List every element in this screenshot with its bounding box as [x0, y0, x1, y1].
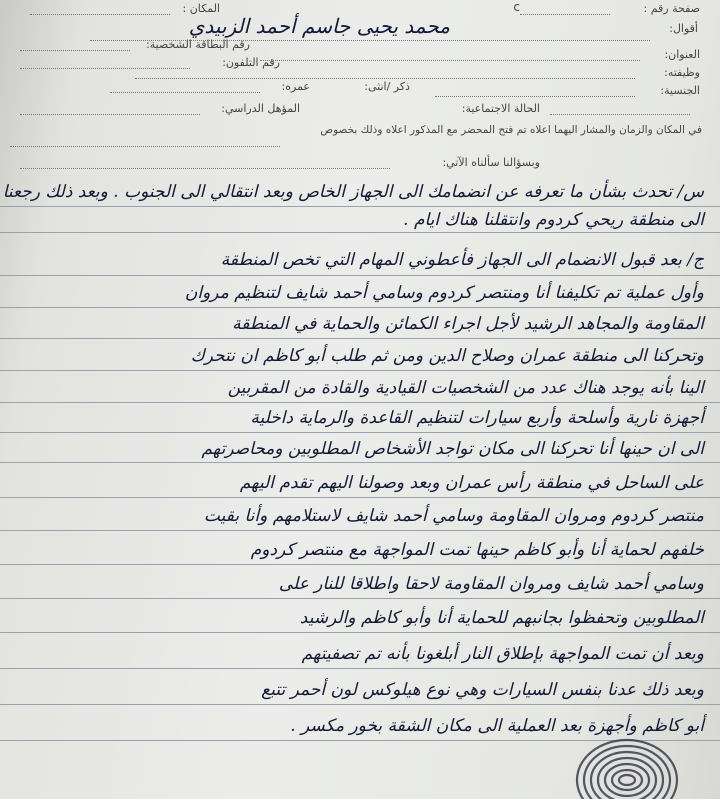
nationality-dotted-line [435, 96, 635, 97]
ruled-line [0, 632, 720, 633]
handwritten-line: خلفهم لحماية أنا وأبو كاظم حينها تمت المواجهة مع منتصر كردوم [250, 540, 704, 560]
ruled-line [0, 206, 720, 207]
nationality-label: الجنسية: [660, 84, 700, 97]
fingerprint-icon [572, 728, 682, 799]
statement-name-handwritten: محمد يحيى جاسم أحمد الزبيدي [188, 14, 450, 38]
ruled-line [0, 564, 720, 565]
education-dotted-line [20, 114, 200, 115]
intro-statement: في المكان والزمان والمشار اليهما اعلاه تم فتح المحضر مع المذكور اعلاه وذلك بخصوص [320, 124, 702, 136]
age-dotted-line [110, 92, 260, 93]
question-dotted-line [20, 168, 390, 169]
ruled-line [0, 530, 720, 531]
address-dotted-line [260, 60, 640, 61]
handwritten-line: س/ تحدث بشأن ما تعرفه عن انضمامك الى الجهاز الخاص وبعد انتقالي الى الجنوب . وبعد ذلك رجعنا [2, 182, 704, 202]
id-number-label: رقم البطاقة الشخصية: [146, 38, 250, 51]
occupation-dotted-line [135, 78, 635, 79]
ruled-line [0, 704, 720, 705]
handwritten-line: وسامي أحمد شايف ومروان المقاومة لاحقا واطلاقا للنار على [278, 574, 704, 594]
ruled-line [0, 497, 720, 498]
ruled-line [0, 598, 720, 599]
serial-label: صفحة رقم : [643, 2, 700, 15]
handwritten-line: المطلوبين وتحفظوا بجانبهم للحماية أنا وأبو كاظم والرشيد [299, 608, 704, 628]
place-label: المكان : [182, 2, 220, 15]
ruled-line [0, 370, 720, 371]
ruled-line [0, 668, 720, 669]
ruled-line [0, 432, 720, 433]
handwritten-line: على الساحل في منطقة رأس عمران وبعد وصولنا اليهم تقدم اليهم [239, 473, 704, 493]
handwritten-line: الى منطقة ريحي كردوم وانتقلنا هناك ايام . [403, 210, 704, 230]
ruled-line [0, 402, 720, 403]
place-dotted-line [30, 14, 170, 15]
handwritten-line: المقاومة والمجاهد الرشيد لأجل اجراء الكمائن والحماية في المنطقة [232, 314, 704, 334]
ruled-line [0, 338, 720, 339]
phone-label: رقم التلفون: [222, 56, 280, 69]
age-label: عمره: [281, 80, 310, 93]
id-dotted-line [20, 50, 130, 51]
serial-dotted-line [520, 14, 610, 15]
handwritten-line: وبعد أن تمت المواجهة بإطلاق النار أبلغونا بأنه تم تصفيتهم [301, 644, 704, 664]
handwritten-line: وبعد ذلك عدنا بنفس السيارات وهي نوع هيلوكس لون أحمر تتبع [261, 680, 704, 700]
social-status-label: الحالة الاجتماعية: [461, 102, 540, 115]
intro-dotted-line [10, 146, 280, 147]
handwritten-line: أجهزة نارية وأسلحة وأربع سيارات لتنظيم القاعدة والرماية داخلية [250, 408, 704, 428]
occupation-label: وظيفته: [664, 66, 700, 79]
ruled-line [0, 232, 720, 233]
ruled-line [0, 462, 720, 463]
address-label: العنوان: [664, 48, 700, 61]
gender-label: ذكر /انثى: [364, 80, 410, 93]
question-line: وبسؤالنا سألناه الآتي: [442, 156, 540, 169]
ruled-line [0, 275, 720, 276]
statement-label: أقوال: [669, 22, 698, 35]
handwritten-line: وتحركنا الى منطقة عمران وصلاح الدين ومن ثم طلب أبو كاظم ان نتحرك [190, 346, 704, 366]
handwritten-line: ج/ بعد قبول الانضمام الى الجهاز فأعطوني المهام التي تخص المنطقة [220, 250, 704, 270]
phone-dotted-line [20, 68, 190, 69]
handwritten-line: منتصر كردوم ومروان المقاومة وسامي أحمد شايف لاستلامهم وأنا بقيت [203, 506, 704, 526]
serial-mark: c [513, 0, 520, 14]
handwritten-line: أبو كاظم وأجهزة بعد العملية الى مكان الشقة بخور مكسر . [290, 716, 704, 736]
education-label: المؤهل الدراسي: [221, 102, 300, 115]
handwritten-line: الى ان حينها أنا تحركنا الى مكان تواجد الأشخاص المطلوبين ومحاصرتهم [201, 439, 704, 459]
handwritten-line: الينا بأنه يوجد هناك عدد من الشخصيات القيادية والقادة من المقربين [227, 378, 704, 398]
social-dotted-line [550, 114, 690, 115]
ruled-line [0, 307, 720, 308]
handwritten-line: وأول عملية تم تكليفنا أنا ومنتصر كردوم وسامي أحمد شايف لتنظيم مروان [184, 283, 704, 303]
